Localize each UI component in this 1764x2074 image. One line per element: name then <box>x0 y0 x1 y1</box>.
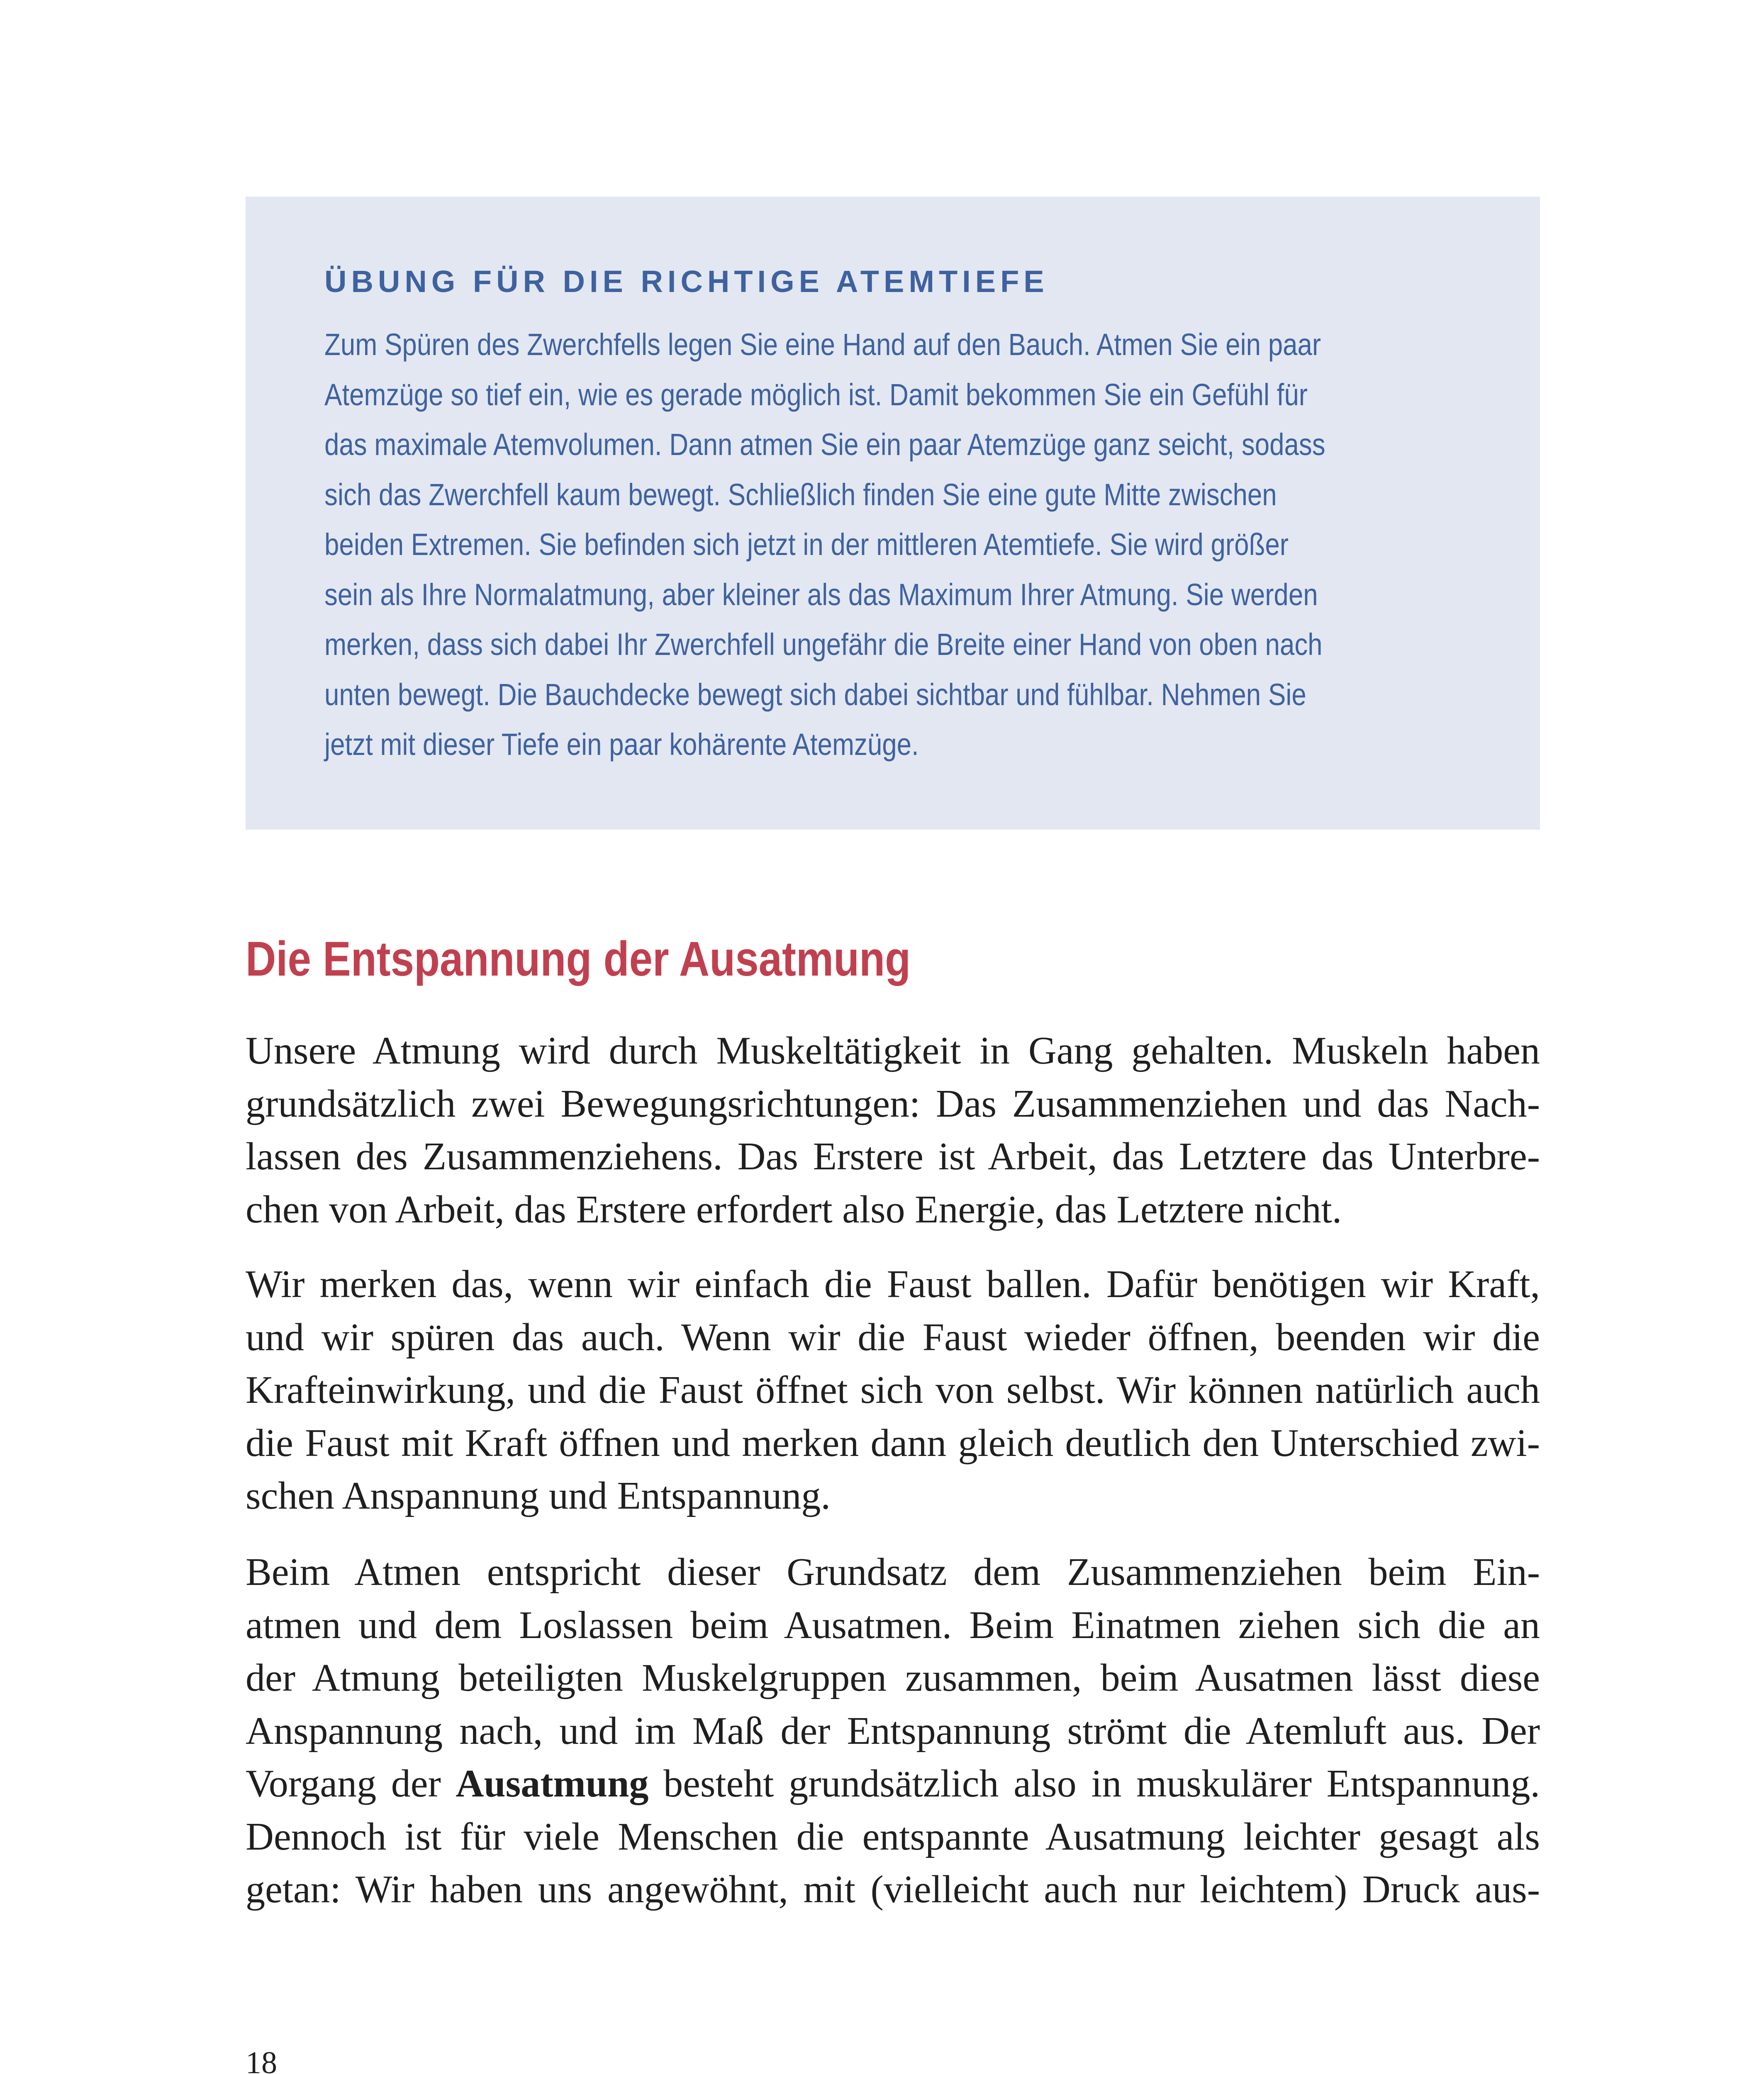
text-segment: besteht grundsätzlich also in muskulärer Entspannung. <box>648 1762 1540 1805</box>
paragraph-line: Wir merken das, wenn wir einfach die Faust ballen. Dafür benötigen wir Kraft, <box>246 1263 1540 1306</box>
paragraph-line: die Faust mit Kraft öffnen und merken dann gleich deutlich den Unterschied zwi- <box>246 1421 1540 1465</box>
exercise-line: merken, dass sich dabei Ihr Zwerchfell ungefähr die Breite einer Hand von oben nach <box>324 627 1323 662</box>
paragraph-line: atmen und dem Loslassen beim Ausatmen. Beim Einatmen ziehen sich die an <box>246 1603 1540 1647</box>
paragraph-line: der Atmung beteiligten Muskelgruppen zusammen, beim Ausatmen lässt diese <box>246 1656 1540 1699</box>
paragraph-line: Krafteinwirkung, und die Faust öffnet sich von selbst. Wir können natürlich auch <box>246 1368 1540 1412</box>
exercise-text <box>324 320 1461 770</box>
exercise-line: unten bewegt. Die Bauchdecke bewegt sich dabei sichtbar und fühlbar. Nehmen Sie <box>324 677 1306 712</box>
exercise-line: sich das Zwerchfell kaum bewegt. Schließlich finden Sie eine gute Mitte zwischen <box>324 477 1277 512</box>
section-heading: Die Entspannung der Ausatmung <box>246 932 911 986</box>
paragraph-line: schen Anspannung und Entspannung. <box>246 1474 831 1517</box>
exercise-title: ÜBUNG FÜR DIE RICHTIGE ATEMTIEFE <box>324 264 1049 299</box>
paragraph-line: Anspannung nach, und im Maß der Entspannung strömt die Atemluft aus. Der <box>246 1709 1540 1753</box>
bold-term-ausatmung: Ausatmung <box>456 1762 649 1805</box>
exercise-box <box>246 197 1540 830</box>
paragraph-line: grundsätzlich zwei Bewegungsrichtungen: Das Zusammenziehen und das Nach- <box>246 1082 1540 1125</box>
exercise-line: sein als Ihre Normalatmung, aber kleiner als das Maximum Ihrer Atmung. Sie werden <box>324 577 1318 612</box>
text-segment: Vorgang der <box>246 1762 456 1805</box>
exercise-line: Zum Spüren des Zwerchfells legen Sie eine Hand auf den Bauch. Atmen Sie ein paar <box>324 327 1321 362</box>
paragraph-1 <box>246 1025 1540 1236</box>
page-number: 18 <box>246 2045 277 2074</box>
exercise-line: beiden Extremen. Sie befinden sich jetzt in der mittleren Atemtiefe. Sie wird größer <box>324 527 1289 562</box>
paragraph-line: Dennoch ist für viele Menschen die entspannte Ausatmung leichter gesagt als <box>246 1815 1540 1858</box>
paragraph-line-with-bold <box>246 1758 1540 1811</box>
exercise-line: das maximale Atemvolumen. Dann atmen Sie ein paar Atemzüge ganz seicht, sodass <box>324 427 1325 462</box>
paragraph-line: chen von Arbeit, das Erstere erfordert also Energie, das Letztere nicht. <box>246 1188 1342 1231</box>
paragraph-line: getan: Wir haben uns angewöhnt, mit (vielleicht auch nur leichtem) Druck aus- <box>246 1868 1540 1911</box>
paragraph-line: Unsere Atmung wird durch Muskeltätigkeit in Gang gehalten. Muskeln haben <box>246 1029 1540 1072</box>
exercise-line: Atemzüge so tief ein, wie es gerade möglich ist. Damit bekommen Sie ein Gefühl für <box>324 377 1308 412</box>
paragraph-line: Beim Atmen entspricht dieser Grundsatz dem Zusammenziehen beim Ein- <box>246 1551 1540 1594</box>
paragraph-line: und wir spüren das auch. Wenn wir die Faust wieder öffnen, beenden wir die <box>246 1315 1540 1359</box>
paragraph-2 <box>246 1258 1540 1523</box>
paragraph-line: lassen des Zusammenziehens. Das Erstere ist Arbeit, das Letztere das Unterbre- <box>246 1135 1540 1178</box>
exercise-line: jetzt mit dieser Tiefe ein paar kohärente Atemzüge. <box>324 727 919 762</box>
paragraph-3 <box>246 1546 1540 1916</box>
